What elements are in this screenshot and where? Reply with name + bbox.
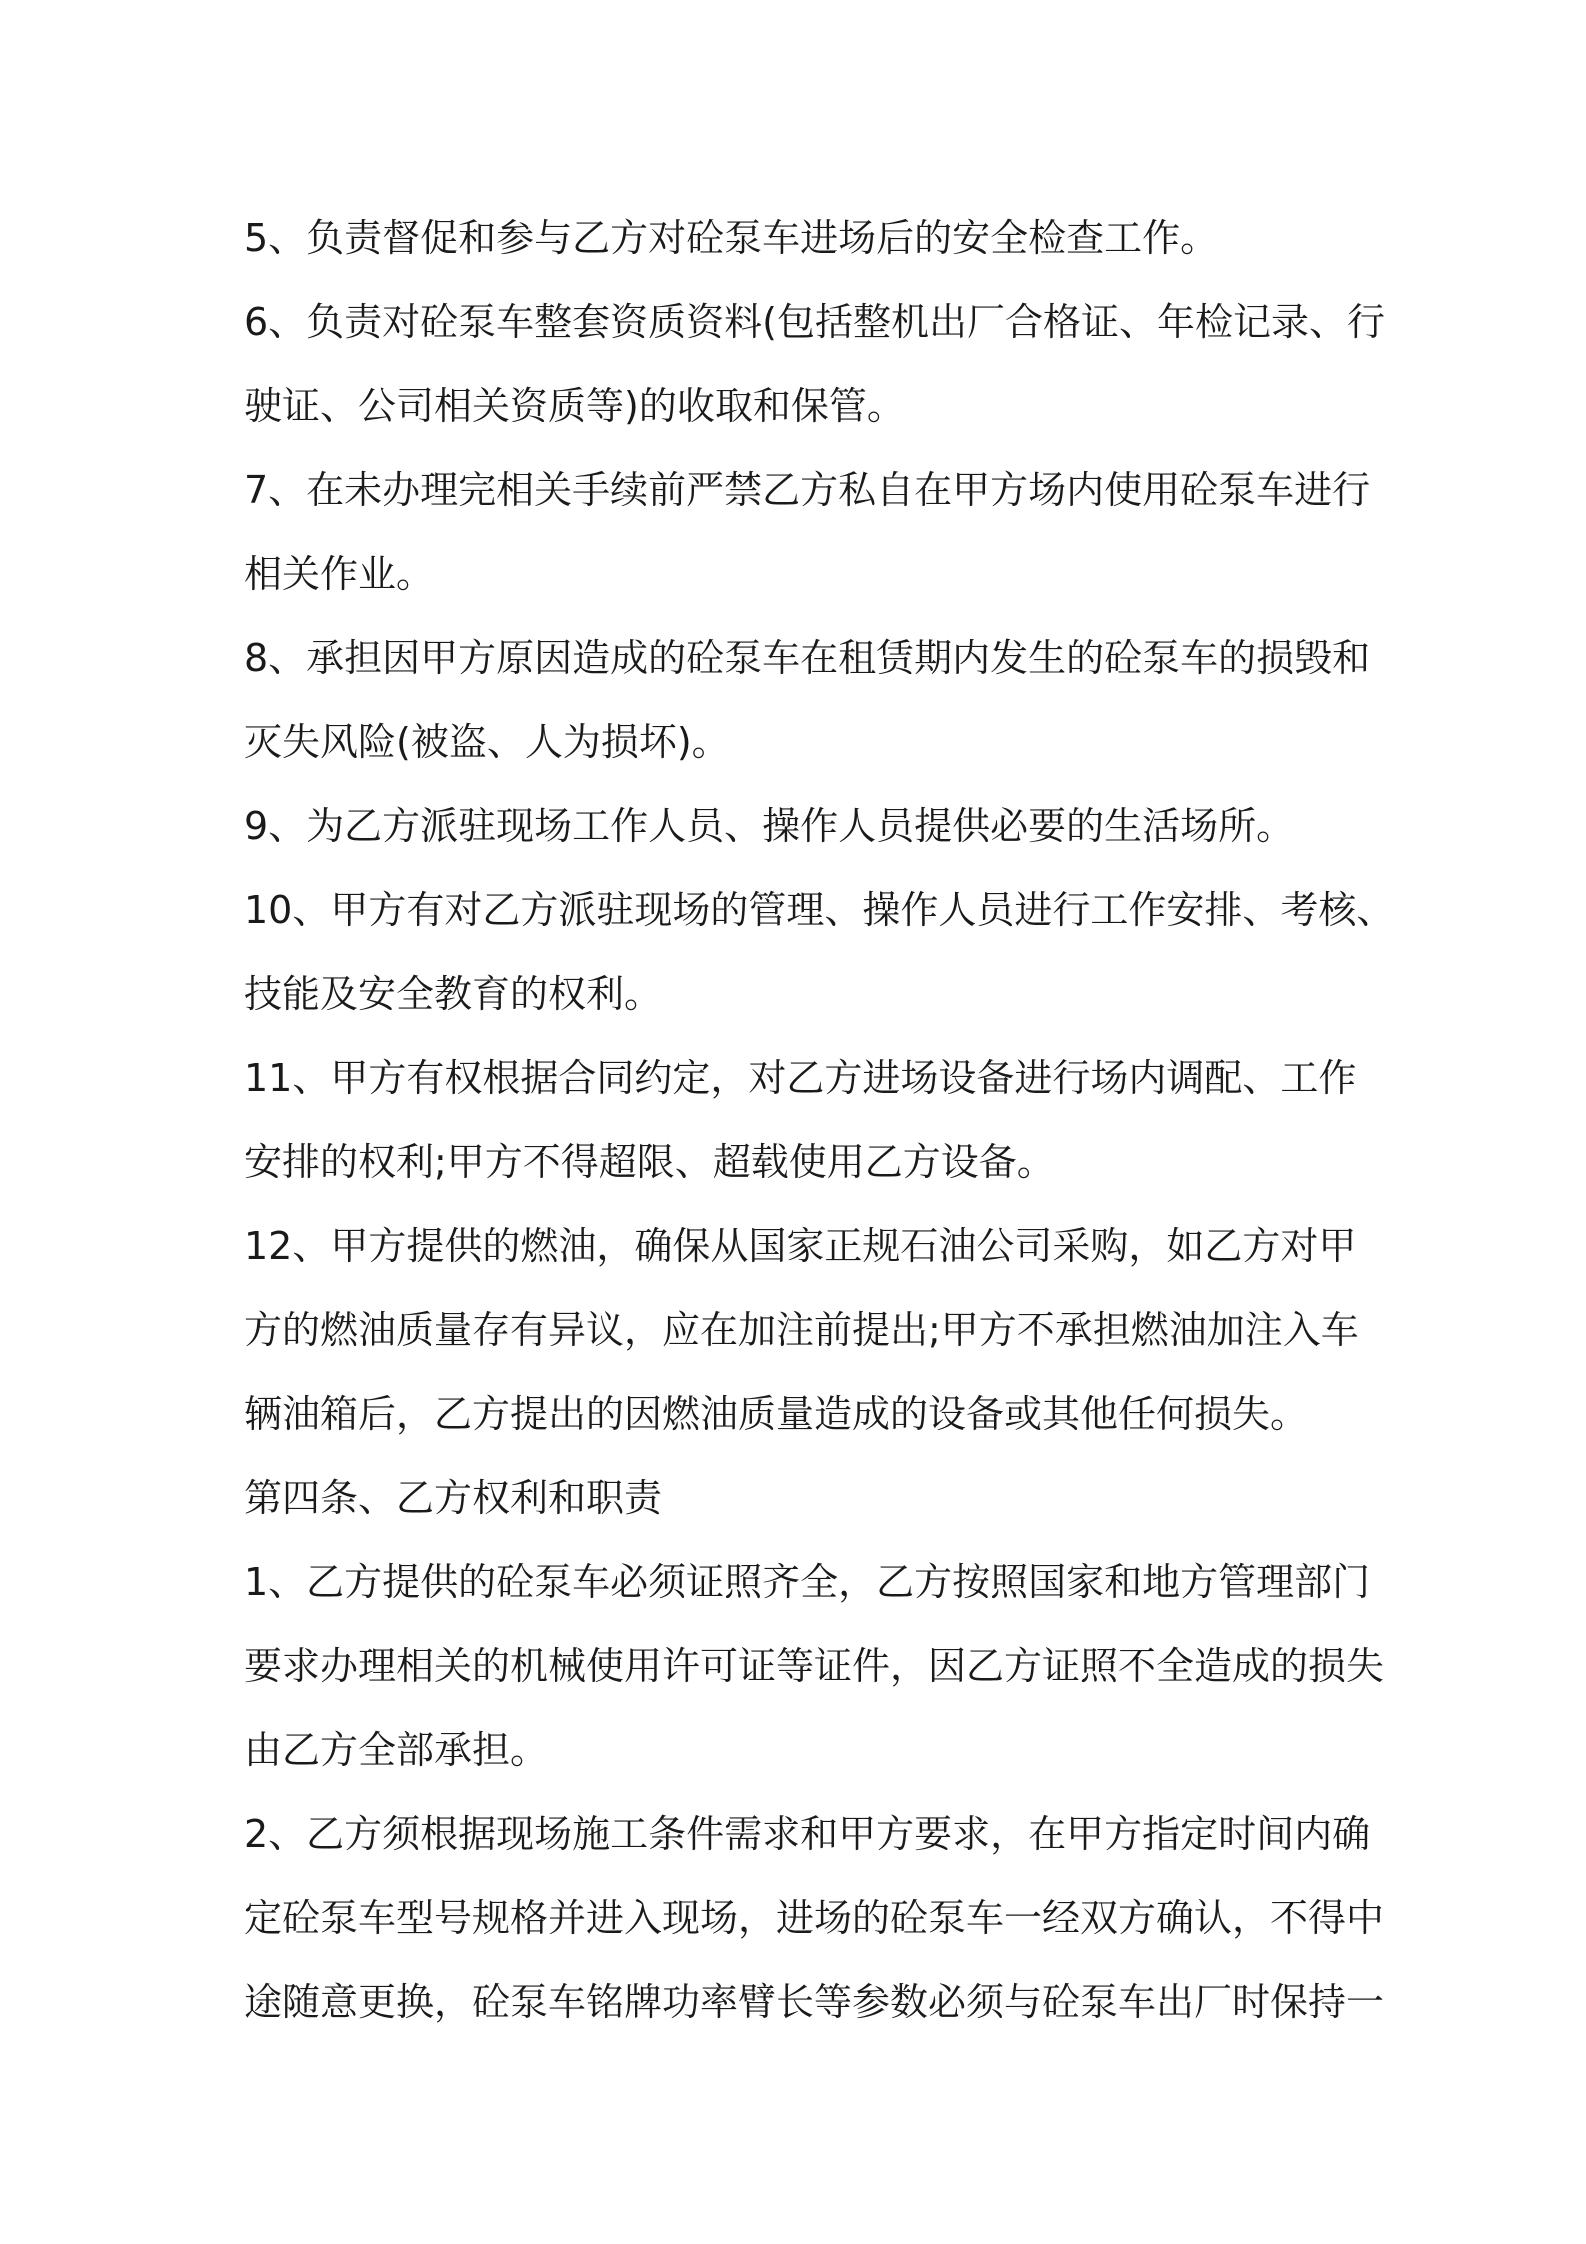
text-line: 12、甲方提供的燃油，确保从国家正规石油公司采购，如乙方对甲 [244,1224,1357,1268]
text-line: 8、承担因甲方原因造成的砼泵车在租赁期内发生的砼泵车的损毁和 [244,636,1371,680]
text-line: 途随意更换，砼泵车铭牌功率臂长等参数必须与砼泵车出厂时保持一 [244,1980,1385,2024]
text-line: 1、乙方提供的砼泵车必须证照齐全，乙方按照国家和地方管理部门 [244,1560,1371,1604]
text-line: 要求办理相关的机械使用许可证等证件，因乙方证照不全造成的损失 [244,1644,1385,1688]
text-line: 7、在未办理完相关手续前严禁乙方私自在甲方场内使用砼泵车进行 [244,468,1371,512]
text-line: 11、甲方有权根据合同约定，对乙方进场设备进行场内调配、工作 [244,1056,1357,1100]
text-line: 灭失风险(被盗、人为损坏)。 [244,720,730,764]
text-line: 相关作业。 [244,552,435,596]
text-line: 2、乙方须根据现场施工条件需求和甲方要求，在甲方指定时间内确 [244,1812,1371,1856]
text-line: 由乙方全部承担。 [244,1728,549,1772]
text-line: 辆油箱后，乙方提出的因燃油质量造成的设备或其他任何损失。 [244,1392,1309,1436]
text-line: 驶证、公司相关资质等)的收取和保管。 [244,384,905,428]
document-body [244,196,1395,2044]
text-line: 10、甲方有对乙方派驻现场的管理、操作人员进行工作安排、考核、 [244,888,1395,932]
text-line: 6、负责对砼泵车整套资质资料(包括整机出厂合格证、年检记录、行 [244,300,1386,344]
text-line: 方的燃油质量存有异议，应在加注前提出;甲方不承担燃油加注入车 [244,1308,1359,1352]
section-heading: 第四条、乙方权利和职责 [244,1476,663,1520]
text-line: 技能及安全教育的权利。 [244,972,663,1016]
text-line: 9、为乙方派驻现场工作人员、操作人员提供必要的生活场所。 [244,804,1295,848]
text-line: 安排的权利;甲方不得超限、超载使用乙方设备。 [244,1140,1055,1184]
text-line: 定砼泵车型号规格并进入现场，进场的砼泵车一经双方确认，不得中 [244,1896,1385,1940]
text-line: 5、负责督促和参与乙方对砼泵车进场后的安全检查工作。 [244,216,1219,260]
